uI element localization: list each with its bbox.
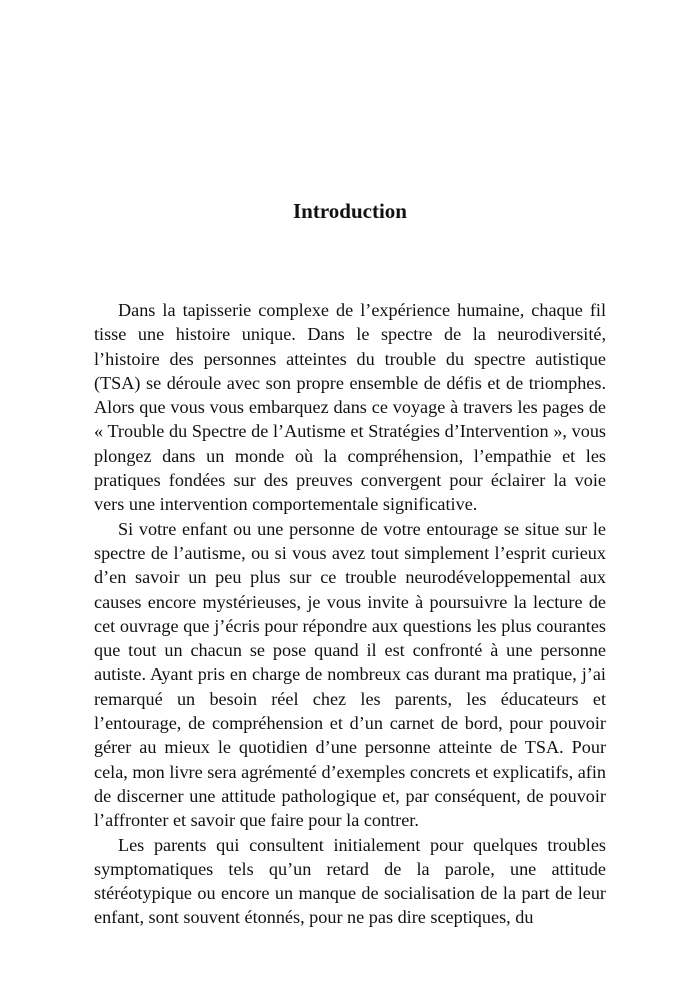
paragraph: Si votre enfant ou une personne de votre entourage se situe sur le spectre de l’autisme, ou si vous avez tout simplement l’esprit curieux d’en savoir un peu plus sur ce trouble neurodéveloppemental aux causes encore mystérieuses, je vous invite à poursuivre la lecture de cet ouvrage que j’écris pour répondre aux questions les plus courantes que tout un chacun se pose quand il est confronté à une personne autiste. Ayant pris en charge de nombreux cas durant ma pratique, j’ai remarqué un besoin réel chez les parents, les éducateurs et l’entourage, de compréhension et d’un carnet de bord, pour pouvoir gérer au mieux le quotidien d’une personne atteinte de TSA. Pour cela, mon livre sera agrémenté d’exemples concrets et explicatifs, afin de discerner une attitude pathologique et, par conséquent, de pouvoir l’affronter et savoir que faire pour la contrer. (94, 518, 606, 831)
paragraph: Les parents qui consultent initialement pour quelques troubles symptomatiques tels qu’un retard de la parole, une attitude stéréotypique ou encore un manque de socialisation de la part de leur enfant, sont souvent étonnés, pour ne pas dire sceptiques, du (94, 834, 606, 928)
page-title: Introduction (293, 199, 407, 223)
paragraph: Dans la tapisserie complexe de l’expérience humaine, chaque fil tisse une histoire unique. Dans le spectre de la neurodiversité, l’histoire des personnes atteintes du trouble du spectre autistique (TSA) se déroule avec son propre ensemble de défis et de triomphes. Alors que vous vous embarquez dans ce voyage à travers les pages de « Trouble du Spectre de l’Autisme et Stratégies d’Intervention », vous plongez dans un monde où la compréhension, l’empathie et les pratiques fondées sur des preuves convergent pour éclairer la voie vers une intervention comportementale significative. (94, 300, 606, 515)
body-text (94, 298, 606, 930)
